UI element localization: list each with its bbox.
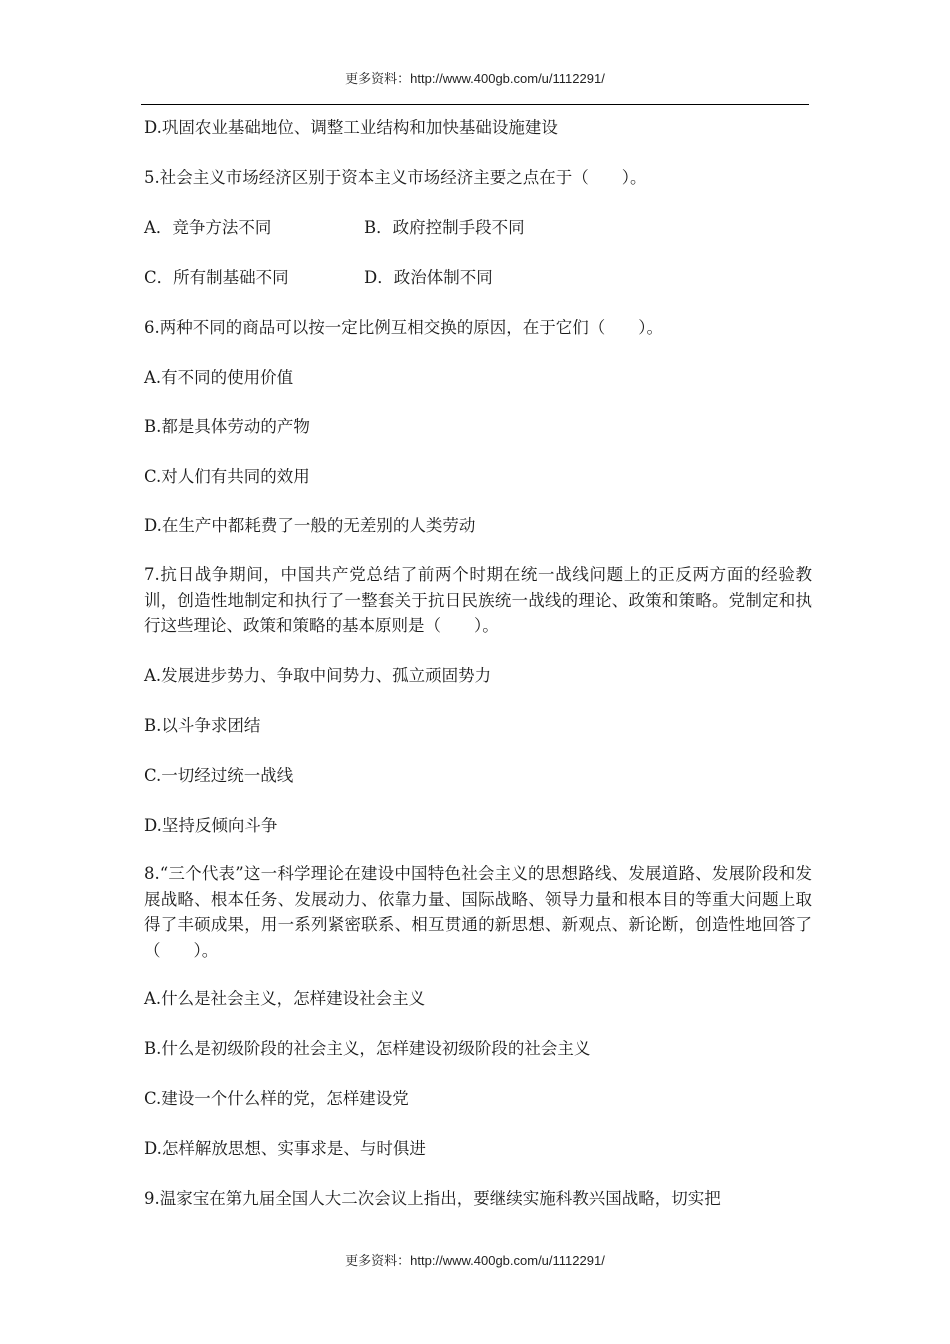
q5-option-d: D．政治体制不同 bbox=[364, 268, 493, 287]
q7-option-b: B.以斗争求团结 bbox=[144, 716, 261, 735]
q6-option-d: D.在生产中都耗费了一般的无差别的人类劳动 bbox=[144, 516, 476, 535]
q8-option-b: B.什么是初级阶段的社会主义，怎样建设初级阶段的社会主义 bbox=[144, 1039, 591, 1058]
q5-option-c: C．所有制基础不同 bbox=[144, 268, 289, 287]
q7-option-c: C.一切经过统一战线 bbox=[144, 766, 294, 785]
q8-stem: 8.“三个代表”这一科学理论在建设中国特色社会主义的思想路线、发展道路、发展阶段和发展战略、根本任务、发展动力、依靠力量、国际战略、领导力量和根本目的等重大问题上取得了丰硕成果，用一系列紧密联系、相互贯通的新思想、新观点、新论断，创造性地回答了（ ）。 bbox=[144, 864, 812, 960]
q4-option-d: D.巩固农业基础地位、调整工业结构和加快基础设施建设 bbox=[144, 118, 558, 137]
q6-stem: 6.两种不同的商品可以按一定比例互相交换的原因，在于它们（ ）。 bbox=[144, 318, 663, 337]
q6-option-a: A.有不同的使用价值 bbox=[144, 368, 294, 387]
q8-option-d: D.怎样解放思想、实事求是、与时俱进 bbox=[144, 1139, 426, 1158]
page-header: 更多资料：http://www.400gb.com/u/1112291/ bbox=[345, 71, 605, 86]
q8-option-a: A.什么是社会主义，怎样建设社会主义 bbox=[144, 989, 426, 1008]
q7-stem: 7.抗日战争期间，中国共产党总结了前两个时期在统一战线问题上的正反两方面的经验教训，创造性地制定和执行了一整套关于抗日民族统一战线的理论、政策和策略。党制定和执行这些理论、政策和策略的基本原则是（ ）。 bbox=[144, 565, 812, 635]
q8-option-c: C.建设一个什么样的党，怎样建设党 bbox=[144, 1089, 409, 1108]
page-footer: 更多资料：http://www.400gb.com/u/1112291/ bbox=[345, 1253, 605, 1268]
q7-option-d: D.坚持反倾向斗争 bbox=[144, 816, 278, 835]
q5-option-a: A．竞争方法不同 bbox=[144, 218, 272, 237]
q5-stem: 5.社会主义市场经济区别于资本主义市场经济主要之点在于（ ）。 bbox=[144, 168, 647, 187]
q6-option-b: B.都是具体劳动的产物 bbox=[144, 417, 310, 436]
q9-stem: 9.温家宝在第九届全国人大二次会议上指出，要继续实施科教兴国战略，切实把 bbox=[144, 1189, 721, 1208]
q5-option-b: B．政府控制手段不同 bbox=[364, 218, 525, 237]
q7-option-a: A.发展进步势力、争取中间势力、孤立顽固势力 bbox=[144, 666, 492, 685]
header-divider bbox=[141, 104, 809, 105]
q6-option-c: C.对人们有共同的效用 bbox=[144, 467, 310, 486]
